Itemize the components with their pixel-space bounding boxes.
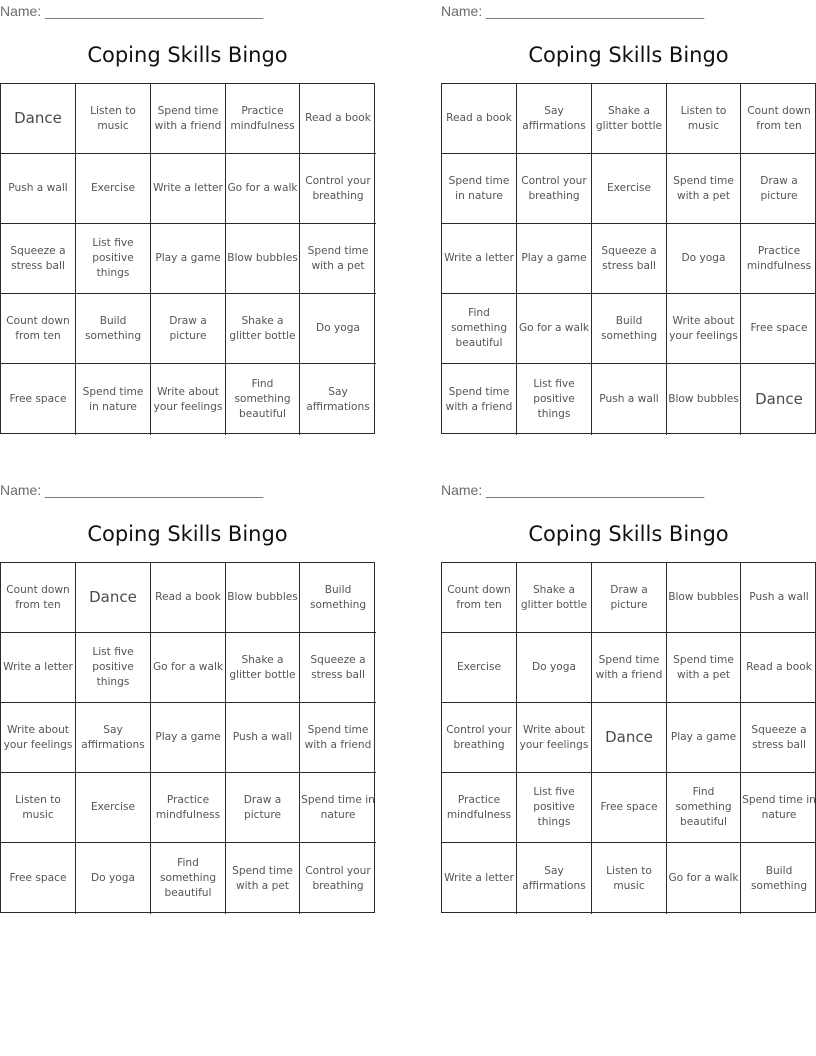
bingo-card (441, 0, 816, 432)
bingo-cell: Draw a picture (592, 563, 667, 633)
bingo-cell: Listen to music (76, 84, 151, 154)
bingo-cell: Spend time with a pet (300, 224, 376, 294)
bingo-cell: Exercise (76, 154, 151, 224)
bingo-cell: Listen to music (667, 84, 741, 154)
bingo-cell: Exercise (442, 633, 517, 703)
bingo-cell: Play a game (517, 224, 592, 294)
bingo-cell: Do yoga (76, 843, 151, 914)
bingo-cell: Write a letter (442, 843, 517, 914)
bingo-cell: Squeeze a stress ball (592, 224, 667, 294)
bingo-cell: Count down from ten (1, 563, 76, 633)
bingo-cell: Squeeze a stress ball (741, 703, 816, 773)
bingo-cell: Spend time in nature (76, 364, 151, 435)
bingo-card (441, 479, 816, 911)
bingo-cell: Play a game (151, 224, 226, 294)
bingo-cell: Dance (76, 563, 151, 633)
bingo-cell: Do yoga (517, 633, 592, 703)
bingo-cell: Go for a walk (226, 154, 300, 224)
bingo-cell: Dance (1, 84, 76, 154)
bingo-cell: Go for a walk (517, 294, 592, 364)
bingo-cell: Practice mindfulness (442, 773, 517, 843)
bingo-cell: Say affirmations (517, 84, 592, 154)
bingo-cell: Read a book (442, 84, 517, 154)
bingo-cell: Blow bubbles (667, 364, 741, 435)
bingo-cell: Find something beautiful (667, 773, 741, 843)
bingo-cell: Blow bubbles (226, 224, 300, 294)
bingo-cell: Practice mindfulness (226, 84, 300, 154)
bingo-cell: Draw a picture (741, 154, 816, 224)
bingo-cell: Count down from ten (1, 294, 76, 364)
bingo-cell: Draw a picture (151, 294, 226, 364)
bingo-cell: Shake a glitter bottle (592, 84, 667, 154)
bingo-cell: Practice mindfulness (741, 224, 816, 294)
bingo-cell: Play a game (667, 703, 741, 773)
bingo-cell: Count down from ten (442, 563, 517, 633)
bingo-card (0, 479, 375, 911)
bingo-grid (0, 562, 375, 913)
bingo-cell: Say affirmations (76, 703, 151, 773)
bingo-cell: Spend time with a friend (151, 84, 226, 154)
bingo-cell: Build something (592, 294, 667, 364)
bingo-cell: Exercise (76, 773, 151, 843)
bingo-cell: Count down from ten (741, 84, 816, 154)
bingo-cell: Spend time with a pet (667, 154, 741, 224)
bingo-cell: Squeeze a stress ball (300, 633, 376, 703)
bingo-cell: Write a letter (442, 224, 517, 294)
bingo-cell: Spend time with a pet (667, 633, 741, 703)
bingo-cell: Free space (592, 773, 667, 843)
bingo-cell: Control your breathing (517, 154, 592, 224)
bingo-cell: Spend time with a friend (592, 633, 667, 703)
bingo-cell: Spend time in nature (300, 773, 376, 843)
name-field-label: Name: ____________________________ (0, 482, 264, 498)
name-field-label: Name: ____________________________ (441, 482, 705, 498)
card-title: Coping Skills Bingo (528, 522, 729, 546)
bingo-cell: List five positive things (76, 224, 151, 294)
bingo-cell: Spend time with a friend (300, 703, 376, 773)
card-title: Coping Skills Bingo (87, 522, 288, 546)
bingo-cell: Shake a glitter bottle (226, 294, 300, 364)
card-title: Coping Skills Bingo (87, 43, 288, 67)
bingo-cell: Go for a walk (667, 843, 741, 914)
bingo-cell: Write about your feelings (1, 703, 76, 773)
bingo-cell: Go for a walk (151, 633, 226, 703)
bingo-cell: Control your breathing (442, 703, 517, 773)
card-title: Coping Skills Bingo (528, 43, 729, 67)
bingo-cell: Write a letter (1, 633, 76, 703)
bingo-cell: Blow bubbles (226, 563, 300, 633)
bingo-cell: Free space (1, 843, 76, 914)
bingo-grid (441, 83, 816, 434)
bingo-cell: Listen to music (592, 843, 667, 914)
bingo-grid (0, 83, 375, 434)
bingo-cell: Write a letter (151, 154, 226, 224)
bingo-cell: Dance (755, 390, 803, 408)
bingo-cell: List five positive things (517, 364, 592, 435)
bingo-cell: Push a wall (1, 154, 76, 224)
bingo-cell: Spend time with a pet (226, 843, 300, 914)
bingo-cell: Free space (1, 364, 76, 435)
bingo-cell: Say affirmations (517, 843, 592, 914)
bingo-cell: Push a wall (592, 364, 667, 435)
bingo-cell: Build something (76, 294, 151, 364)
bingo-cell: Push a wall (741, 563, 816, 633)
bingo-cell: Read a book (151, 563, 226, 633)
bingo-cell: Practice mindfulness (151, 773, 226, 843)
bingo-cell: Do yoga (300, 294, 376, 364)
name-field-label: Name: ____________________________ (441, 3, 705, 19)
bingo-cell: Shake a glitter bottle (517, 563, 592, 633)
bingo-cell: Exercise (592, 154, 667, 224)
bingo-cell: Spend time with a friend (442, 364, 517, 435)
bingo-cell: Shake a glitter bottle (226, 633, 300, 703)
bingo-cell: Read a book (300, 84, 376, 154)
name-field-label: Name: ____________________________ (0, 3, 264, 19)
bingo-cell: Control your breathing (300, 154, 376, 224)
bingo-cell: Write about your feelings (151, 364, 226, 435)
bingo-cell: Control your breathing (305, 864, 371, 892)
bingo-cell: Draw a picture (226, 773, 300, 843)
bingo-cell: Build something (750, 864, 808, 892)
bingo-cell: Find something beautiful (226, 364, 300, 435)
bingo-card (0, 0, 375, 432)
bingo-cell: List five positive things (76, 633, 151, 703)
bingo-grid (441, 562, 816, 913)
bingo-cell: Listen to music (1, 773, 76, 843)
bingo-cell: Build something (300, 563, 376, 633)
bingo-cell: Say affirmations (306, 385, 370, 413)
bingo-cell: Free space (741, 294, 816, 364)
bingo-cell: Write about your feelings (517, 703, 592, 773)
bingo-cell: Spend time in nature (442, 154, 517, 224)
bingo-cell: Dance (592, 703, 667, 773)
bingo-cell: List five positive things (517, 773, 592, 843)
bingo-cell: Spend time in nature (741, 773, 816, 843)
bingo-cell: Do yoga (667, 224, 741, 294)
bingo-cell: Find something beautiful (442, 294, 517, 364)
bingo-cell: Blow bubbles (667, 563, 741, 633)
bingo-cell: Find something beautiful (151, 843, 226, 914)
bingo-cell: Play a game (151, 703, 226, 773)
bingo-cell: Write about your feelings (667, 294, 741, 364)
bingo-cell: Push a wall (226, 703, 300, 773)
bingo-cell: Squeeze a stress ball (1, 224, 76, 294)
bingo-cell: Read a book (741, 633, 816, 703)
